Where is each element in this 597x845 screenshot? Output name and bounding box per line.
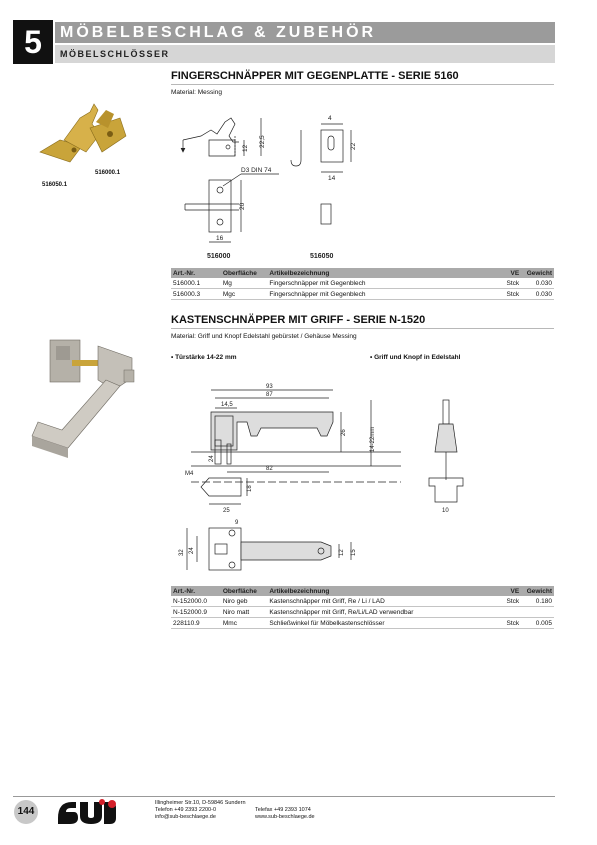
photo-label-516050: 516050.1 bbox=[42, 182, 68, 188]
dim-24-plan: 24 bbox=[189, 547, 195, 554]
footer-email[interactable]: info@sub-beschlaege.de bbox=[155, 814, 216, 820]
dim-10: 10 bbox=[442, 508, 449, 514]
footer-phone: Telefon +49 2393 2200-0 bbox=[155, 807, 217, 813]
table-row: N-152000.0 Niro geb Kastenschnäpper mit Griff, Re / Li / LAD Stck 0.180 bbox=[173, 597, 552, 605]
col-bezeichnung: Artikelbezeichnung bbox=[267, 268, 493, 278]
part-label-516000: 516000 bbox=[207, 253, 231, 260]
steel-handle-photo bbox=[28, 330, 153, 470]
section1-material: Material: Messing bbox=[171, 89, 222, 96]
dim-9: 9 bbox=[235, 520, 239, 526]
col-gewicht: Gewicht bbox=[521, 268, 554, 278]
brass-catch-photo bbox=[30, 100, 140, 170]
dim-14-22mm: 14-22mm bbox=[370, 426, 376, 452]
dim-32: 32 bbox=[179, 549, 185, 556]
dim-14-5: 14,5 bbox=[221, 402, 233, 408]
table-row: 516000.3 Mgc Fingerschnäpper mit Gegenblech Stck 0.030 bbox=[173, 290, 552, 298]
col-oberflaeche: Oberfläche bbox=[221, 586, 267, 596]
col-art-nr: Art.-Nr. bbox=[171, 268, 221, 278]
dim-87: 87 bbox=[266, 392, 273, 398]
section2-table bbox=[171, 586, 554, 629]
dim-12: 12 bbox=[242, 144, 249, 152]
chapter-subtitle: MÖBELSCHLÖSSER bbox=[55, 45, 555, 63]
chapter-title: MÖBELBESCHLAG & ZUBEHÖR bbox=[55, 22, 555, 43]
footer-rule bbox=[13, 796, 555, 797]
section2-rule bbox=[171, 328, 554, 329]
dim-20: 20 bbox=[239, 202, 246, 210]
dim-22-5: 22,5 bbox=[259, 135, 266, 148]
bullet-stainless: • Griff und Knopf in Edelstahl bbox=[370, 354, 461, 361]
section2-technical-drawing bbox=[171, 370, 471, 580]
chapter-number: 5 bbox=[13, 20, 53, 64]
dim-4: 4 bbox=[328, 115, 332, 122]
section1-table bbox=[171, 268, 554, 300]
section1-technical-drawing bbox=[171, 100, 381, 260]
sub-logo bbox=[56, 798, 118, 826]
section2-material: Material: Griff und Knopf Edelstahl gebürstet / Gehäuse Messing bbox=[171, 333, 357, 340]
bullet-door-thickness: • Türstärke 14-22 mm bbox=[171, 354, 237, 361]
section2-title: KASTENSCHNÄPPER MIT GRIFF - SERIE N-1520 bbox=[171, 314, 426, 326]
photo-label-516000: 516000.1 bbox=[95, 170, 121, 176]
part-label-516050: 516050 bbox=[310, 253, 334, 260]
dim-24: 24 bbox=[209, 455, 215, 462]
dim-12-plan: 12 bbox=[339, 549, 345, 556]
col-art-nr: Art.-Nr. bbox=[171, 586, 221, 596]
footer-address: Illingheimer Str.10, D-59846 Sundern bbox=[155, 800, 246, 806]
footer-fax: Telefax +49 2393 1074 bbox=[255, 807, 311, 813]
section1-title: FINGERSCHNÄPPER MIT GEGENPLATTE - SERIE 5160 bbox=[171, 70, 459, 82]
dim-m4: M4 bbox=[185, 471, 194, 477]
dim-82: 82 bbox=[266, 466, 273, 472]
table-row: 516000.1 Mg Fingerschnäpper mit Gegenblech Stck 0.030 bbox=[173, 279, 552, 287]
dim-15: 15 bbox=[351, 549, 357, 556]
col-ve: VE bbox=[494, 586, 521, 596]
col-oberflaeche: Oberfläche bbox=[221, 268, 267, 278]
dim-18: 18 bbox=[247, 485, 253, 492]
dim-16: 16 bbox=[216, 235, 224, 242]
dim-d3-din74: D3 DIN 74 bbox=[241, 167, 272, 174]
dim-25: 25 bbox=[223, 508, 230, 514]
dim-14: 14 bbox=[328, 175, 336, 182]
section1-rule bbox=[171, 84, 554, 85]
table-row: 228110.9 Mmc Schließwinkel für Möbelkastenschlösser Stck 0.005 bbox=[173, 619, 552, 627]
col-bezeichnung: Artikelbezeichnung bbox=[267, 586, 493, 596]
col-gewicht: Gewicht bbox=[521, 586, 554, 596]
dim-26: 26 bbox=[341, 429, 347, 436]
dim-93: 93 bbox=[266, 384, 273, 390]
page-number: 144 bbox=[14, 800, 38, 824]
dim-22: 22 bbox=[350, 142, 357, 150]
table-row: N-152000.9 Niro matt Kastenschnäpper mit Griff, Re/Li/LAD verwendbar bbox=[171, 607, 554, 618]
footer-web[interactable]: www.sub-beschlaege.de bbox=[255, 814, 315, 820]
col-ve: VE bbox=[494, 268, 521, 278]
